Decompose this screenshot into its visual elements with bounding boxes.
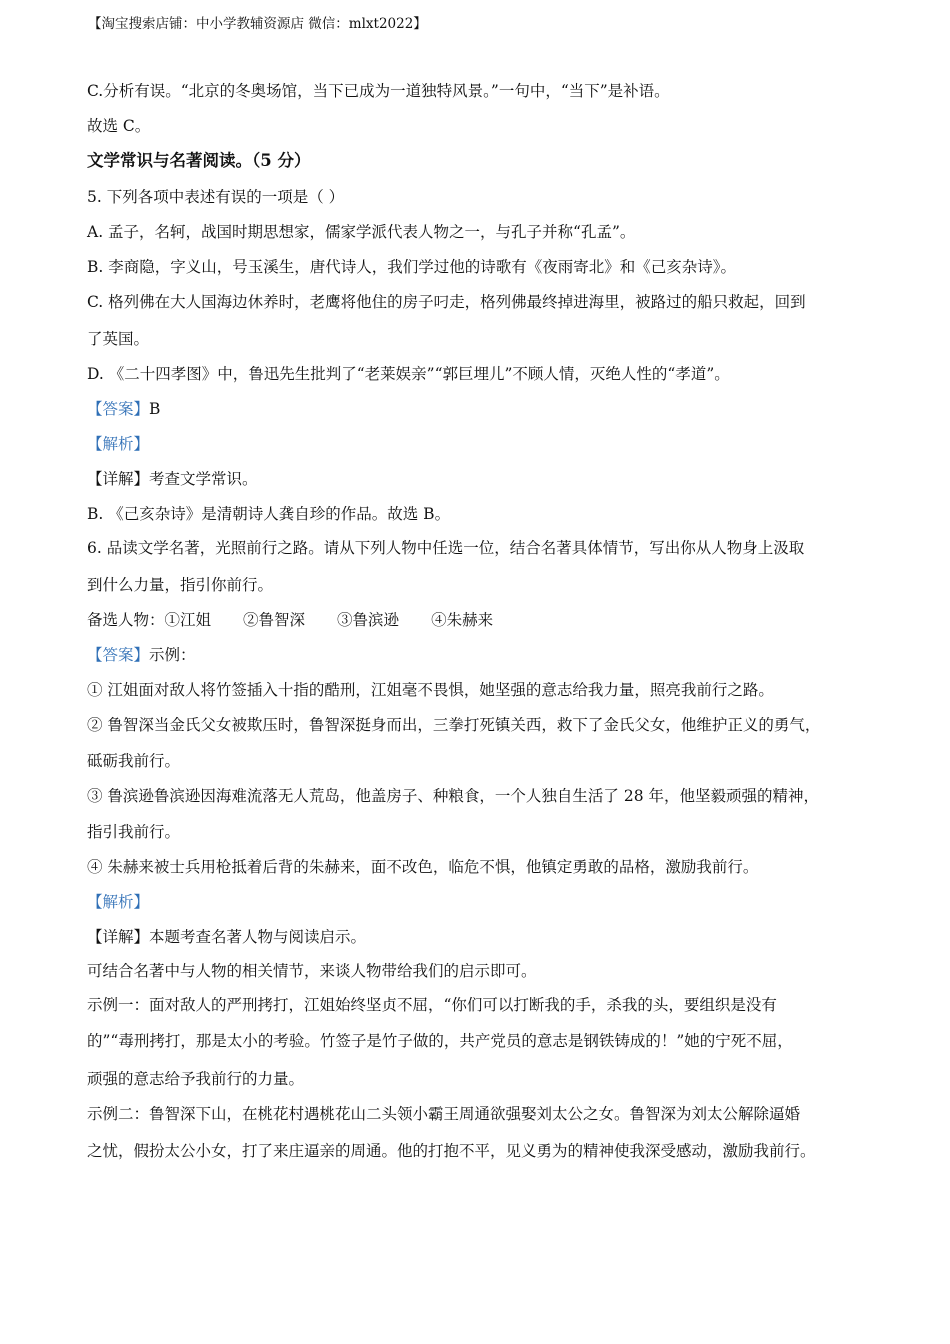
- option-b: B. 李商隐，字义山，号玉溪生，唐代诗人，我们学过他的诗歌有《夜雨寄北》和《己亥杂诗》。: [87, 258, 736, 276]
- question-5: 5. 下列各项中表述有误的一项是（ ）: [87, 188, 345, 206]
- detail-text: 之忧，假扮太公小女，打了来庄逼亲的周通。他的打抱不平，见义勇为的精神使我深受感动，激励我前行。: [87, 1142, 816, 1160]
- question-6-cont: 到什么力量，指引你前行。: [87, 576, 274, 594]
- page-header: 【淘宝搜索店铺：中小学教辅资源店 微信：mlxt2022】: [88, 16, 427, 32]
- answer-row: [87, 399, 160, 419]
- candidate-option: ②鲁智深: [243, 611, 306, 629]
- answer-tag: 【答案】: [87, 646, 150, 664]
- text-line: 故选 C。: [87, 117, 151, 135]
- candidate-list: [87, 610, 493, 630]
- detail-text: 示例二：鲁智深下山，在桃花村遇桃花山二头领小霸王周通欲强娶刘太公之女。鲁智深为刘太公解除逼婚: [87, 1105, 801, 1123]
- detail-text: 顽强的意志给予我前行的力量。: [87, 1070, 305, 1088]
- answer-example: ③ 鲁滨逊鲁滨逊因海难流落无人荒岛，他盖房子、种粮食，一个人独自生活了 28 年，他坚毅顽强的精神，: [87, 787, 820, 805]
- option-d: D. 《二十四孝图》中，鲁迅先生批判了“老莱娱亲”“郭巨埋儿”不顾人情，灭绝人性的“孝道”。: [87, 365, 730, 383]
- answer-example: ① 江姐面对敌人将竹签插入十指的酷刑，江姐毫不畏惧，她坚强的意志给我力量，照亮我前行之路。: [87, 681, 774, 699]
- detail-text: 的”“毒刑拷打，那是太小的考验。竹签子是竹子做的，共产党员的意志是钢铁铸成的！”她的宁死不屈，: [87, 1032, 793, 1050]
- answer-example-cont: 指引我前行。: [87, 823, 181, 841]
- answer-tag: 【答案】: [87, 400, 150, 418]
- answer-row: [87, 645, 196, 665]
- candidate-option: ①江姐: [164, 611, 212, 629]
- detail-text: B. 《己亥杂诗》是清朝诗人龚自珍的作品。故选 B。: [87, 505, 451, 523]
- analysis-tag: 【解析】: [87, 435, 150, 453]
- answer-value: B: [149, 400, 161, 418]
- answer-example: ④ 朱赫来被士兵用枪抵着后背的朱赫来，面不改色，临危不惧，他镇定勇敢的品格，激励我前行。: [87, 858, 759, 876]
- detail-text: 示例一：面对敌人的严刑拷打，江姐始终坚贞不屈，“你们可以打断我的手，杀我的头，要组织是没有: [87, 996, 777, 1014]
- option-a: A. 孟子，名轲，战国时期思想家，儒家学派代表人物之一，与孔子并称“孔孟”。: [87, 223, 636, 241]
- answer-example-cont: 砥砺我前行。: [87, 752, 181, 770]
- text-line: C.分析有误。“北京的冬奥场馆，当下已成为一道独特风景。”一句中，“当下”是补语。: [87, 82, 670, 100]
- candidate-option: ④朱赫来: [431, 611, 494, 629]
- option-c-cont: 了英国。: [87, 330, 150, 348]
- section-title: 文学常识与名著阅读。（5 分）: [87, 151, 311, 170]
- option-c: C. 格列佛在大人国海边休养时，老鹰将他住的房子叼走，格列佛最终掉进海里，被路过的船只救起，回到: [87, 293, 806, 311]
- detail-text: 【详解】考查文学常识。: [87, 470, 258, 488]
- candidate-option: ③鲁滨逊: [337, 611, 400, 629]
- question-6: 6. 品读文学名著，光照前行之路。请从下列人物中任选一位，结合名著具体情节，写出你从人物身上汲取: [87, 539, 805, 557]
- detail-text: 【详解】本题考查名著人物与阅读启示。: [87, 928, 367, 946]
- detail-text: 可结合名著中与人物的相关情节，来谈人物带给我们的启示即可。: [87, 962, 537, 980]
- analysis-tag: 【解析】: [87, 893, 150, 911]
- answer-label: 示例：: [149, 646, 196, 664]
- candidate-label: 备选人物：: [87, 611, 165, 629]
- answer-example: ② 鲁智深当金氏父女被欺压时，鲁智深挺身而出，三拳打死镇关西，救下了金氏父女，他维护正义的勇气，: [87, 716, 821, 734]
